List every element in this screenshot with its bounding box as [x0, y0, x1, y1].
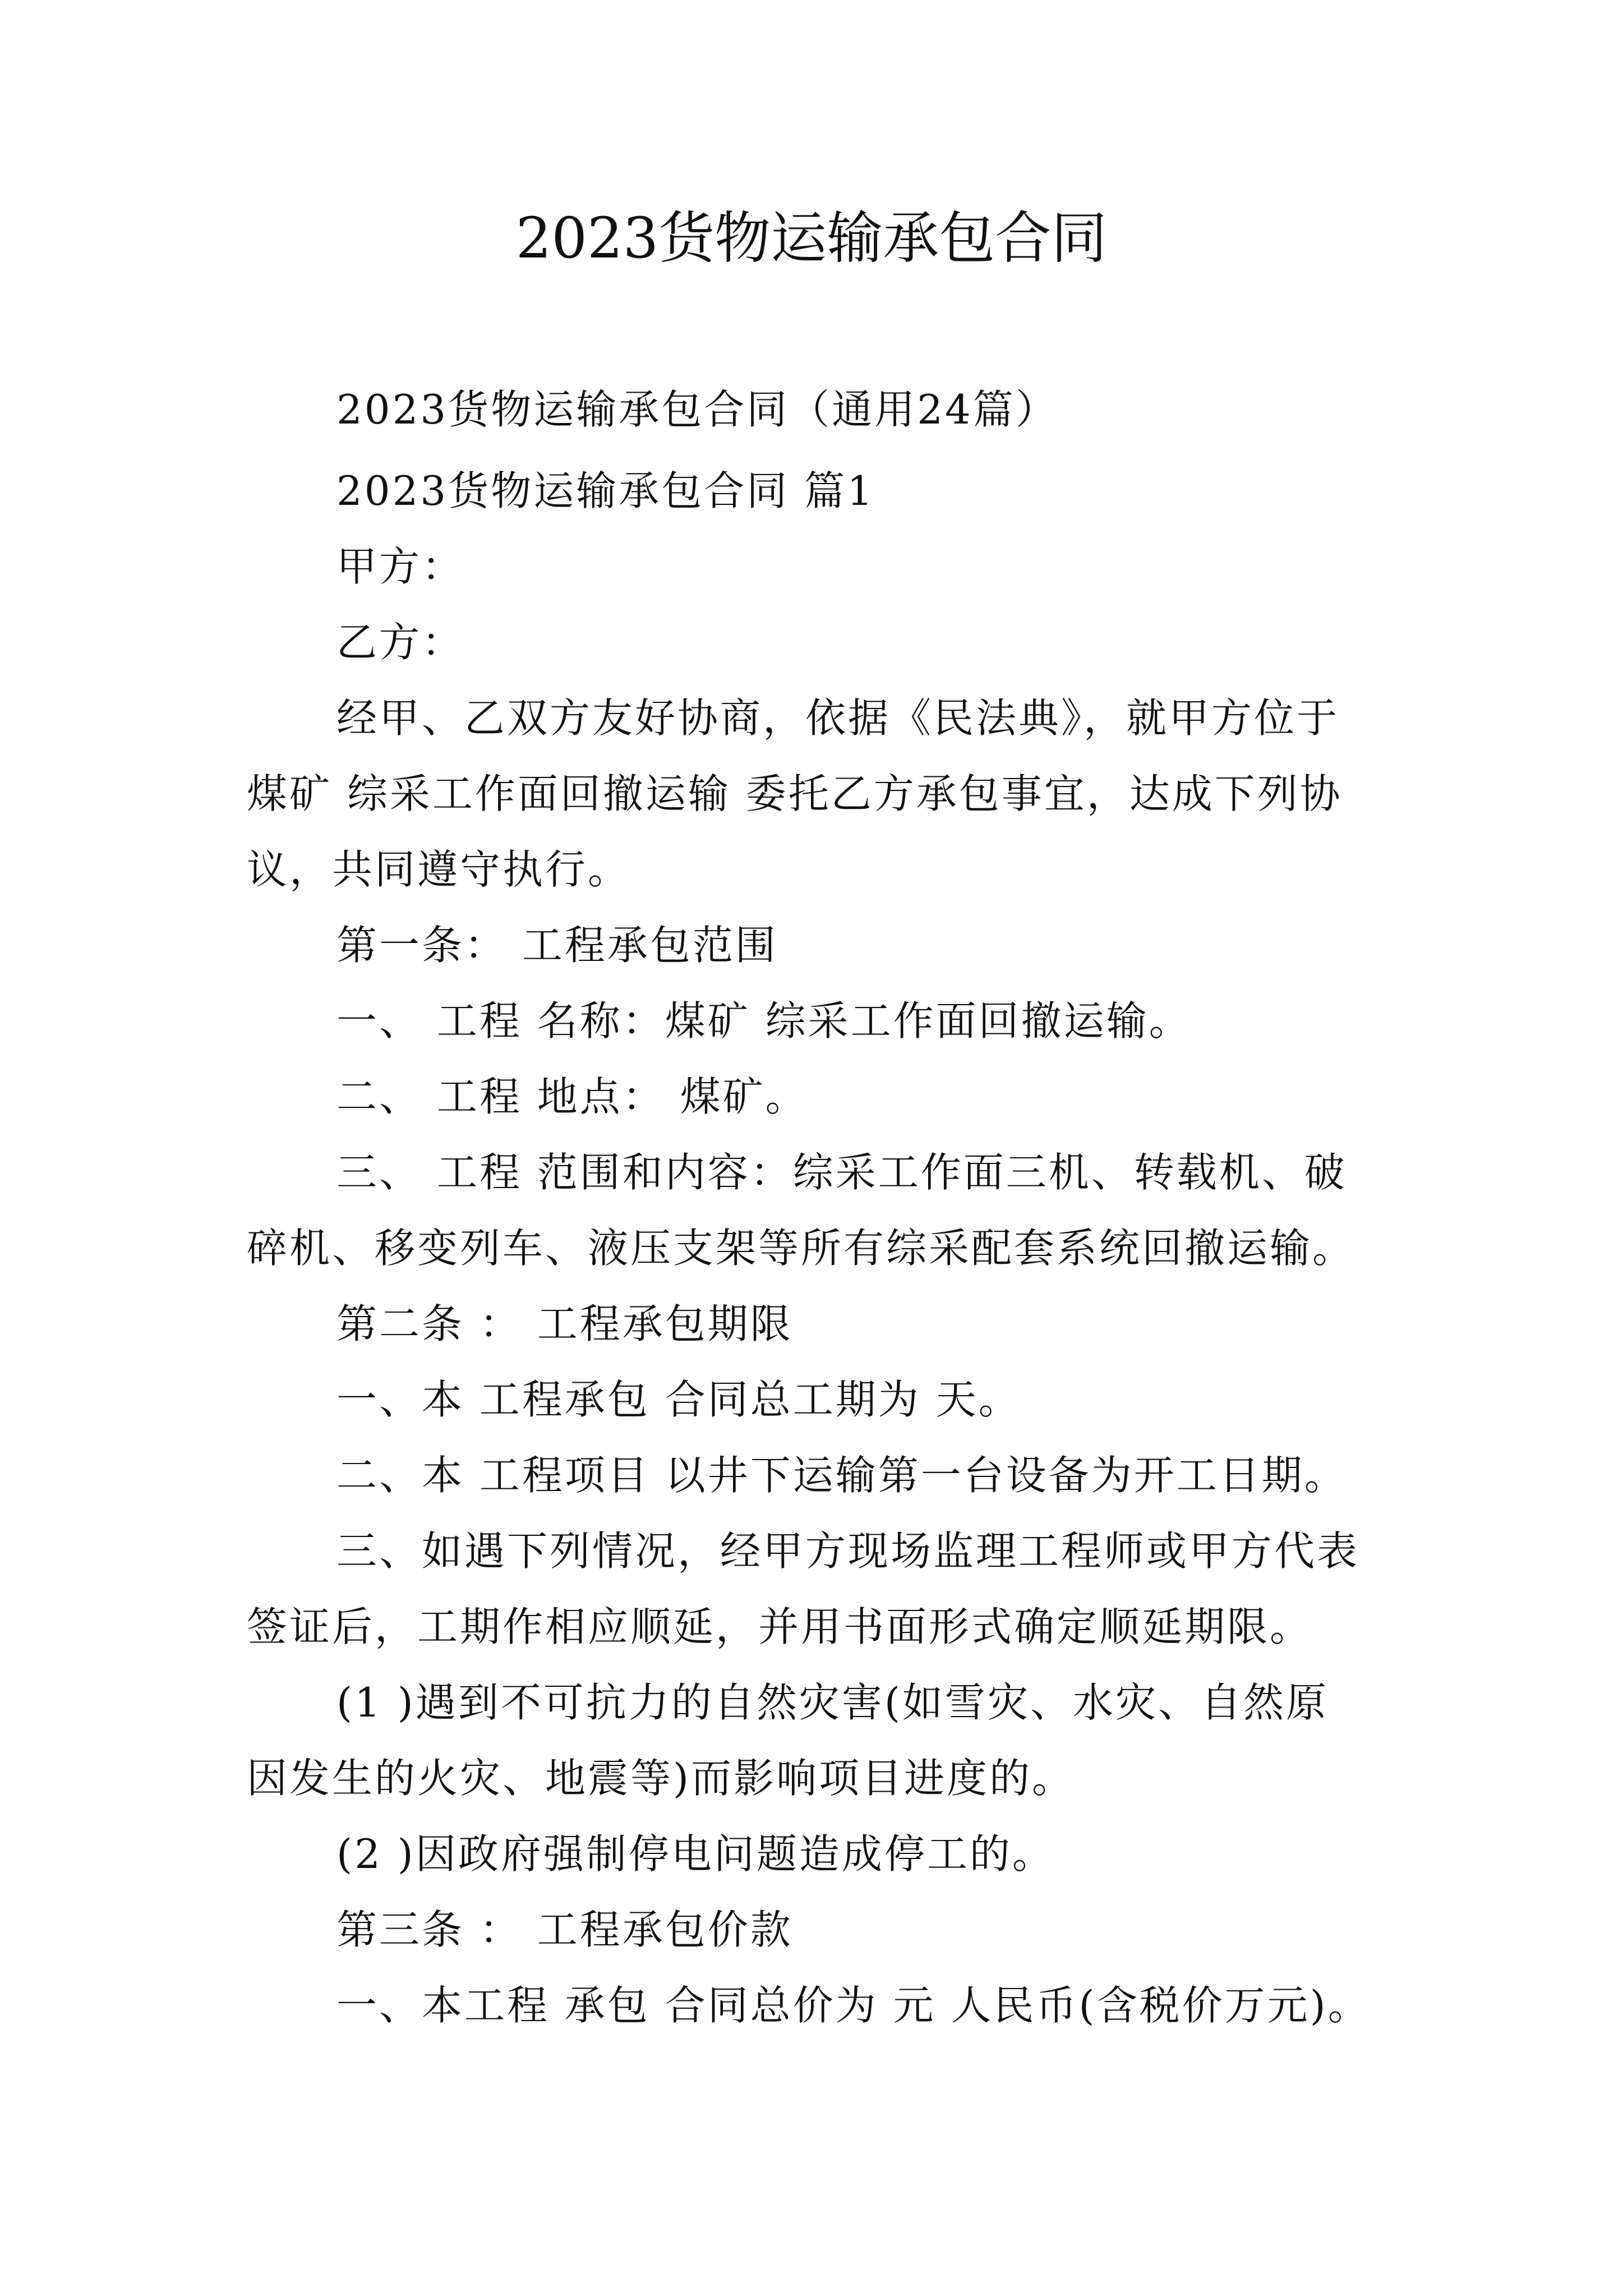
- article-heading: 第三条 ： 工程承包价款: [336, 1906, 793, 1953]
- article-heading: 第二条 ： 工程承包期限: [336, 1300, 793, 1347]
- clause-line: 签证后，工期作相应顺延，并用书面形式确定顺延期限。: [247, 1603, 1313, 1650]
- paragraph-line: 经甲、乙双方友好协商，依据《民法典》，就甲方位于: [336, 694, 1340, 742]
- clause-line: 三、 工程 范围和内容：综采工作面三机、转载机、破: [336, 1149, 1347, 1196]
- clause-line: (1 )遇到不可抗力的自然灾害(如雪灾、水灾、自然原: [336, 1679, 1329, 1726]
- paragraph-line: 煤矿 综采工作面回撤运输 委托乙方承包事宜，达成下列协: [247, 770, 1343, 817]
- clause-line: 碎机、移变列车、液压支架等所有综采配套系统回撤运输。: [247, 1225, 1355, 1272]
- paragraph-line: 议，共同遵守执行。: [247, 846, 631, 893]
- document-title: 2023货物运输承包合同: [515, 205, 1108, 271]
- clause-line: 一、本 工程承包 合同总工期为 天。: [336, 1376, 1021, 1423]
- clause-line: 因发生的火灾、地震等)而影响项目进度的。: [247, 1755, 1075, 1802]
- clause-line: 一、本工程 承包 合同总价为 元 人民币(含税价万元)。: [336, 1982, 1371, 2029]
- clause-line: (2 )因政府强制停电问题造成停工的。: [336, 1830, 1055, 1878]
- section-heading: 2023货物运输承包合同 篇1: [336, 467, 875, 514]
- party-a-label: 甲方：: [336, 543, 465, 590]
- clause-line: 三、如遇下列情况，经甲方现场监理工程师或甲方代表: [336, 1527, 1360, 1575]
- article-heading: 第一条： 工程承包范围: [336, 922, 778, 969]
- clause-line: 二、本 工程项目 以井下运输第一台设备为开工日期。: [336, 1452, 1347, 1499]
- party-b-label: 乙方：: [336, 619, 465, 666]
- doc-subtitle: 2023货物运输承包合同（通用24篇）: [336, 386, 1058, 433]
- clause-line: 二、 工程 地点： 煤矿。: [336, 1073, 808, 1120]
- clause-line: 一、 工程 名称：煤矿 综采工作面回撤运输。: [336, 997, 1192, 1045]
